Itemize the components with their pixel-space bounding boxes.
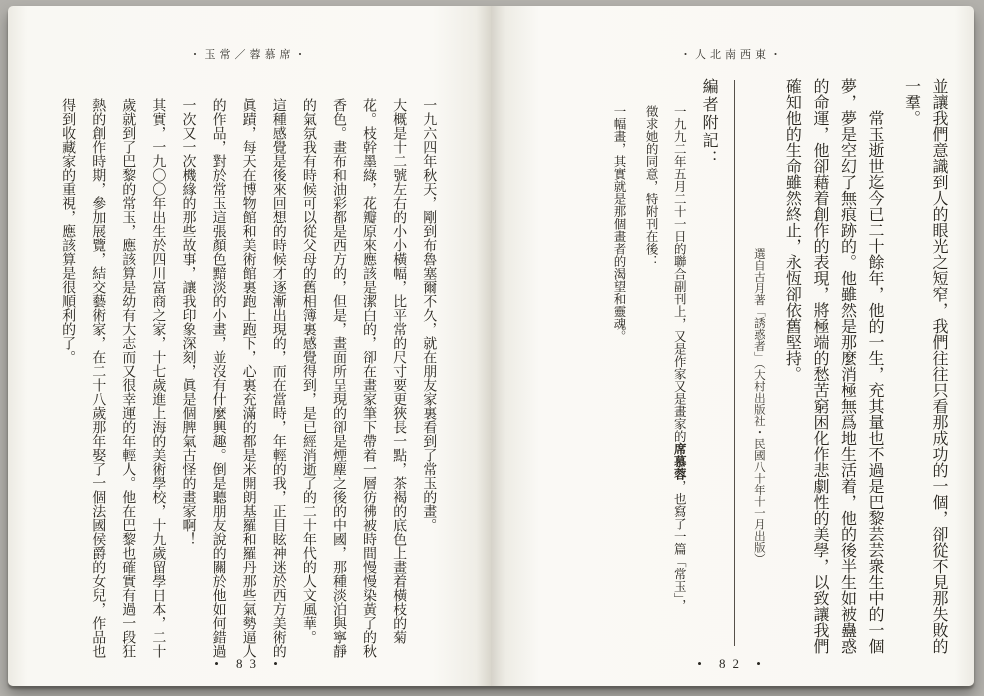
book-excerpt xyxy=(747,78,952,656)
editor-note-text: ，也寫了一篇「常玉」，徵求她的同意，特附刊在後： xyxy=(644,105,687,612)
essay-paragraph: 這種感覺是後來回想的時候才逐漸出現的，而在當時，年輕的我，正目眩神迷於西方美術的眞蹟，每天在博物館和美術館裏跑上跑下，心裏充滿的都是米開朗基羅和羅丹那些氣勢逼人的作品，對於常玉這張顏色黯淡的小畫，並沒有什麼興趣。倒是聽朋友說的關於他如何錯過一次又一次機緣的那些故事，讓我印象深刻，眞是個脾氣古怪的畫家啊！ xyxy=(180,98,286,658)
left-running-head: ・玉常／蓉慕席・ xyxy=(189,49,310,61)
editor-note-paragraph xyxy=(637,105,693,621)
author-name-bold: 席慕蓉 xyxy=(672,442,687,480)
editor-note-heading: 編者附記： xyxy=(700,78,718,168)
book-spread xyxy=(8,6,974,686)
left-page-body xyxy=(52,98,443,662)
page-82 xyxy=(491,6,974,686)
source-citation: 選自古月著「誘惑者」（大村出版社・民國八十年十一月出版） xyxy=(752,248,765,565)
right-running-head: ・人北南西東・ xyxy=(680,49,785,61)
page-83 xyxy=(8,6,491,686)
essay-paragraph: 其實，一九〇〇年出生於四川富商之家，十七歲進上海的美術學校，十九歲留學日本，二十歲就到了巴黎的常玉，應該算是幼有大志而又很幸運的年輕人。他在巴黎也確實有過一段狂熱的創作時期，參加展覽，結交藝術家，在二十八歲那年娶了一個法國侯爵的女兒，作品也得到收藏家的重視，應該算是很順利的了。 xyxy=(60,98,166,658)
excerpt-paragraph: 常玉逝世迄今已二十餘年，他的一生，充其量也不過是巴黎芸芸衆生中的一個夢，夢是空幻了無痕跡的。他雖然是那麼消極無爲地生活着，他的後半生如被蠱惑的命運，他卻藉着創作的表現，將極端的愁苦窮困化作悲劇性的美學，以致讓我們確知他的生命雖然終止，永恆卻依舊堅持。 xyxy=(783,78,883,654)
right-page-body xyxy=(505,78,952,658)
editor-note-body xyxy=(605,105,693,621)
right-page-number: • 82 • xyxy=(697,656,768,671)
essay-paragraph: 一九六四年秋天，剛到布魯塞爾不久，就在朋友家裏看到了常玉的畫。 xyxy=(421,98,437,532)
excerpt-paragraph: 並讓我們意識到人的眼光之短窄，我們往往只看那成功的一個，卻從不見那失敗的一羣。 xyxy=(902,78,947,654)
left-page-number: • 83 • xyxy=(214,656,285,671)
editor-note xyxy=(601,78,722,656)
editor-note-text: 一九九二年五月二十一日的聯合副刊上，又是作家又是畫家的 xyxy=(672,105,687,443)
editor-note-paragraph: 一幅畫，其實就是那個畫者的渴望和靈魂。 xyxy=(612,105,627,343)
section-divider-rule xyxy=(734,80,735,646)
essay-paragraph: 大概是十二號左右的小小橫幅，比平常的尺寸要更狹長一點，茶褐的底色上畫着橫枝的菊花。枝幹墨綠，花瓣原來應該是潔白的，卻在畫家筆下帶着一層彷彿被時間慢慢染黃了的秋香色。畫布和油彩都是西方的，但是，畫面所呈現的卻是煙塵之後的中國，那種淡泊與寧靜的氣氛我有時候可以從父母的舊相簿裏感覺得到，是已經消逝了的二十年代的人文風華。 xyxy=(300,98,407,658)
